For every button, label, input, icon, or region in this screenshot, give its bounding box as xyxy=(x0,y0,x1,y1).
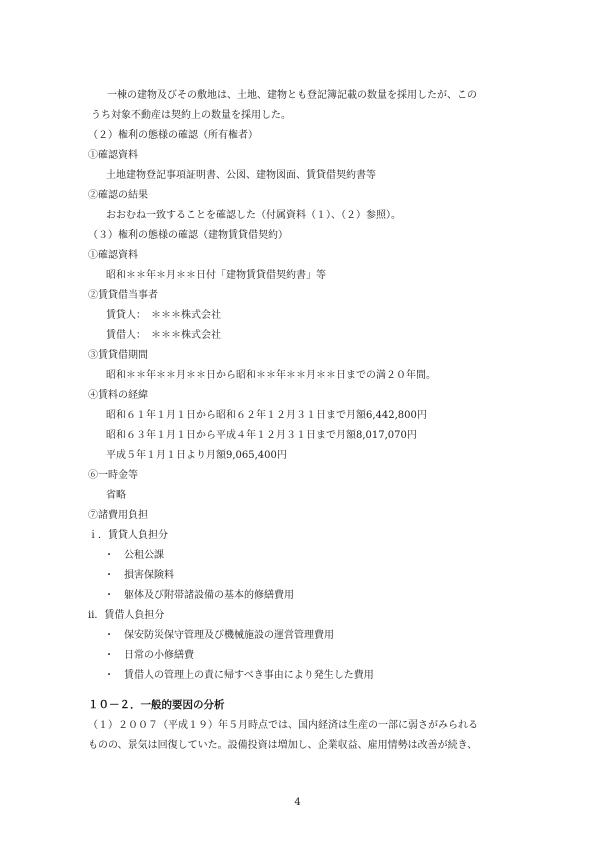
body-text-line: 平成５年１月１日より月額9,065,400円 xyxy=(106,450,287,461)
section-heading: （２）権利の態様の確認（所有権者） xyxy=(88,130,258,141)
item-heading: ⑥一時金等 xyxy=(88,470,138,481)
body-text-line: 昭和６３年１月１日から平成４年１２月３１日まで月額8,017,070円 xyxy=(106,430,417,441)
bullet-item: ・ 保安防災保守管理及び機械施設の運営管理費用 xyxy=(104,630,334,641)
item-heading: ②確認の結果 xyxy=(88,190,148,201)
body-text-line: （１）２００７（平成１９）年５月時点では、国内経済は生産の一部に弱さがみられる xyxy=(88,720,478,731)
bullet-item: ・ 躯体及び附帯諸設備の基本的修繕費用 xyxy=(104,590,294,601)
body-text-line: 賃借人： ＊＊＊株式会社 xyxy=(106,330,221,341)
body-text-line: ものの、景気は回復していた。設備投資は増加し、企業収益、雇用情勢は改善が続き、 xyxy=(88,740,478,751)
bullet-item: ・ 賃借人の管理上の責に帰すべき事由により発生した費用 xyxy=(104,670,374,681)
body-text-line: おおむね一致することを確認した（付属資料（１）、（２）参照）。 xyxy=(106,210,401,221)
body-text-line: 一棟の建物及びその敷地は、土地、建物とも登記簿記載の数量を採用したが、この xyxy=(107,90,477,101)
page-number: 4 xyxy=(294,797,301,808)
body-text-line: 昭和＊＊年＊月＊＊日付「建物賃貸借契約書」等 xyxy=(106,270,326,281)
body-text-line: 昭和＊＊年＊＊月＊＊日から昭和＊＊年＊＊月＊＊日までの満２０年間。 xyxy=(106,370,436,381)
body-text-line: 昭和６１年１月１日から昭和６２年１２月３１日まで月額6,442,800円 xyxy=(106,410,427,421)
sub-heading: ｉ．賃貸人負担分 xyxy=(88,530,168,541)
body-text-line: 賃貸人： ＊＊＊株式会社 xyxy=(106,310,221,321)
item-heading: ③賃貸借期間 xyxy=(88,350,148,361)
item-heading: ④賃料の経緯 xyxy=(88,390,148,401)
item-heading: ①確認資料 xyxy=(88,250,138,261)
item-heading: ①確認資料 xyxy=(88,150,138,161)
chapter-heading: １０－２．一般的要因の分析 xyxy=(88,699,225,711)
bullet-item: ・ 公租公課 xyxy=(104,550,164,561)
body-text-line: うち対象不動産は契約上の数量を採用した。 xyxy=(91,110,291,121)
body-text-line: 省略 xyxy=(106,490,126,501)
bullet-item: ・ 損害保険料 xyxy=(104,570,174,581)
item-heading: ②賃貸借当事者 xyxy=(88,290,158,301)
sub-heading: ⅱ．賃借人負担分 xyxy=(88,610,165,621)
bullet-item: ・ 日常の小修繕費 xyxy=(104,650,194,661)
item-heading: ⑦諸費用負担 xyxy=(88,510,148,521)
body-text-line: 土地建物登記事項証明書、公図、建物図面、賃貸借契約書等 xyxy=(106,170,376,181)
section-heading: （３）権利の態様の確認（建物賃貸借契約） xyxy=(88,230,288,241)
